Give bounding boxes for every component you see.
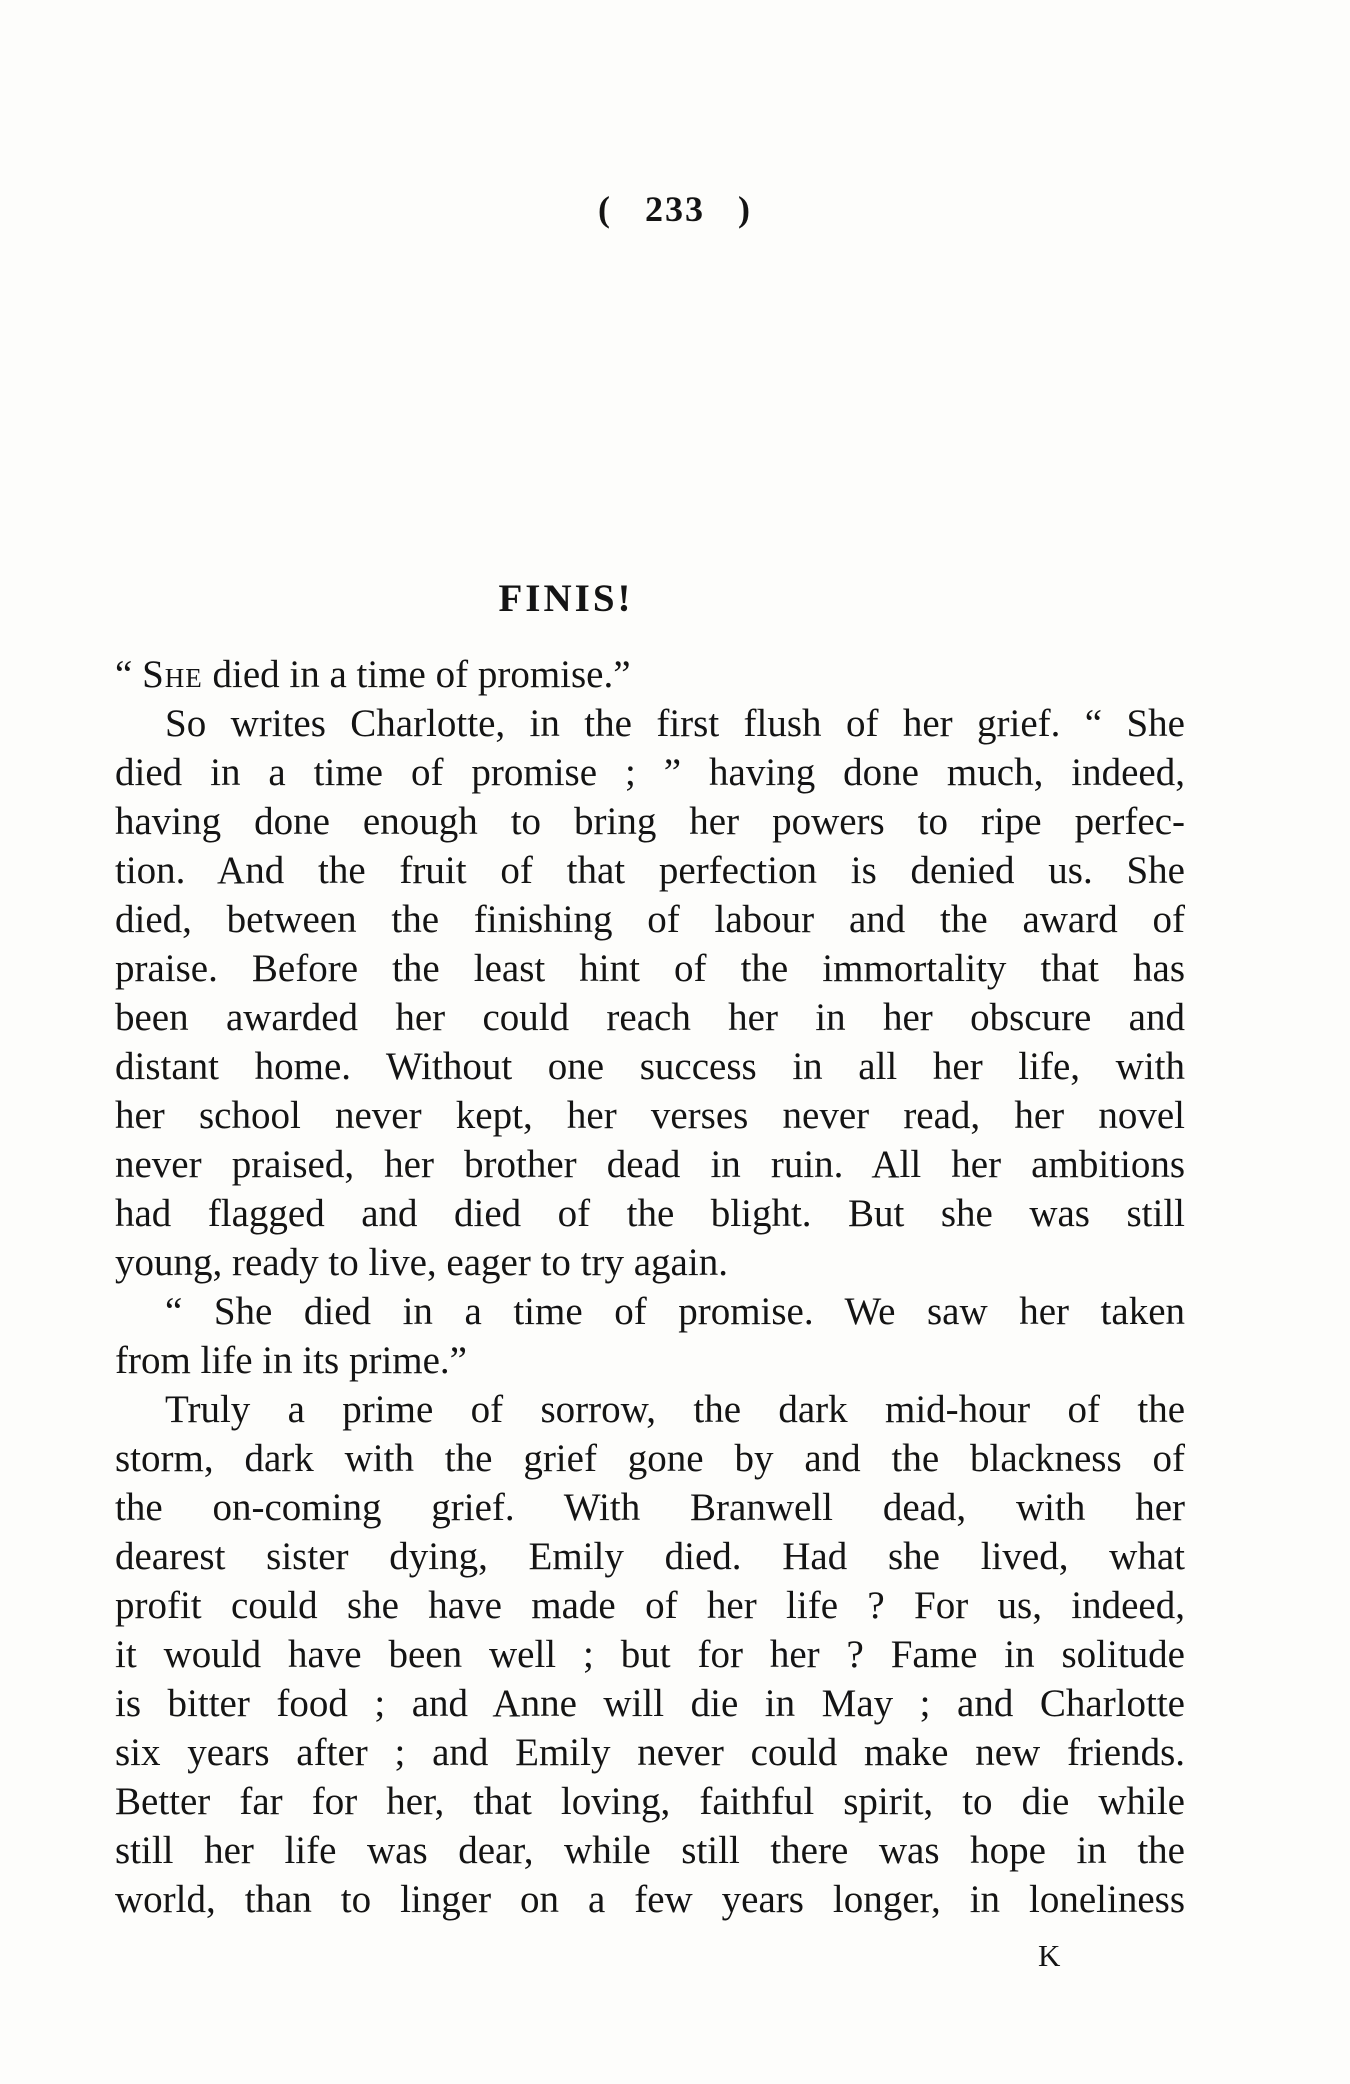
text-line: is bitter food ; and Anne will die in May ; and Charlotte — [115, 1682, 1185, 1725]
text-line: died in a time of promise ; ” having done much, indeed, — [115, 751, 1185, 794]
text-line: Better far for her, that loving, faithful spirit, to die while — [115, 1780, 1185, 1823]
text-line: young, ready to live, eager to try again. — [115, 1241, 728, 1284]
text-line: distant home. Without one success in all her life, with — [115, 1045, 1185, 1088]
text-line: having done enough to bring her powers to ripe perfec- — [115, 800, 1185, 843]
text-line: still her life was dear, while still there was hope in the — [115, 1829, 1185, 1872]
text-line: it would have been well ; but for her ? Fame in solitude — [115, 1633, 1185, 1676]
text-line: dearest sister dying, Emily died. Had she lived, what — [115, 1535, 1185, 1578]
small-caps-lead: She — [142, 653, 203, 696]
text-line: So writes Charlotte, in the first flush of her grief. “ She — [165, 702, 1185, 745]
text-line: her school never kept, her verses never read, her novel — [115, 1094, 1185, 1137]
page-number: ( 233 ) — [598, 189, 752, 229]
chapter-heading: FINIS! — [498, 577, 634, 620]
text-line: “ She died in a time of promise.” — [115, 653, 631, 696]
text-line: the on-coming grief. With Branwell dead, with her — [115, 1486, 1185, 1529]
text-line: six years after ; and Emily never could make new friends. — [115, 1731, 1185, 1774]
text-line: died, between the finishing of labour and the award of — [115, 898, 1185, 941]
text-line: Truly a prime of sorrow, the dark mid-hour of the — [165, 1388, 1185, 1431]
text-line: had flagged and died of the blight. But she was still — [115, 1192, 1185, 1235]
text-line: been awarded her could reach her in her obscure and — [115, 996, 1185, 1039]
text-line: world, than to linger on a few years longer, in loneliness — [115, 1878, 1185, 1921]
text-line: from life in its prime.” — [115, 1339, 467, 1382]
text-line: praise. Before the least hint of the immortality that has — [115, 947, 1185, 990]
text-line: “ She died in a time of promise. We saw her taken — [165, 1290, 1185, 1333]
text-line: profit could she have made of her life ? For us, indeed, — [115, 1584, 1185, 1627]
text-line: tion. And the fruit of that perfection is denied us. She — [115, 849, 1185, 892]
text-line: storm, dark with the grief gone by and the blackness of — [115, 1437, 1185, 1480]
printer-signature-mark: K — [1038, 1938, 1062, 1973]
text-line: never praised, her brother dead in ruin. All her ambitions — [115, 1143, 1185, 1186]
body-text — [115, 650, 1185, 1924]
